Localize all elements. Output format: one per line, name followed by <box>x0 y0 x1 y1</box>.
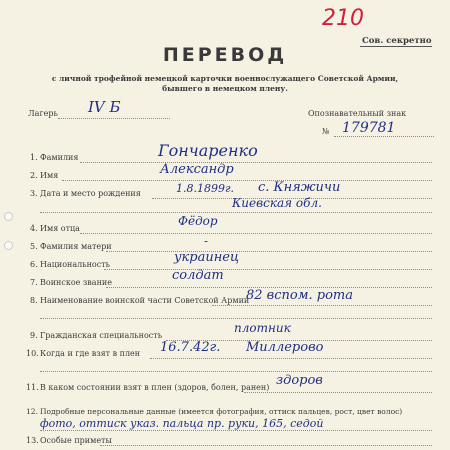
field-5-line <box>106 251 432 252</box>
punch-hole-top <box>4 212 13 221</box>
field-4-label: Имя отца <box>40 224 80 233</box>
field-5-value: - <box>204 234 209 248</box>
field-3-place: с. Княжичи <box>258 180 341 195</box>
stamp-number: 210 <box>322 6 364 31</box>
id-mark-line <box>334 136 434 137</box>
field-1-num: 1. <box>30 153 38 162</box>
punch-hole-bottom <box>4 241 13 250</box>
field-11-line <box>244 392 432 393</box>
field-10-num: 10. <box>26 349 39 358</box>
field-13-line <box>100 445 432 446</box>
field-10-date: 16.7.42г. <box>160 340 221 355</box>
field-11-value: здоров <box>276 373 323 388</box>
id-mark-prefix: № <box>322 127 330 136</box>
field-3-date: 1.8.1899г. <box>176 182 235 195</box>
field-10-place: Миллерово <box>246 340 324 355</box>
field-12-num: 12. <box>26 407 38 416</box>
field-2-value: Александр <box>160 162 234 177</box>
field-6-label: Национальность <box>40 260 110 269</box>
field-2-line <box>62 180 432 181</box>
field-8-label: Наименование воинской части Советской Армии <box>40 296 250 305</box>
camp-value: IV Б <box>88 98 121 116</box>
field-3-num: 3. <box>30 189 38 198</box>
field-8-line-2 <box>40 318 432 319</box>
field-6-value: украинец <box>174 250 240 265</box>
field-12-line <box>40 430 432 431</box>
field-9-value: плотник <box>234 321 291 335</box>
field-5-num: 5. <box>30 242 38 251</box>
field-4-line <box>80 233 432 234</box>
field-6-line <box>104 269 432 270</box>
field-10-line <box>150 358 432 359</box>
field-3-region: Киевская обл. <box>232 196 322 210</box>
field-2-label: Имя <box>40 171 59 180</box>
field-1-value: Гончаренко <box>158 141 258 160</box>
camp-label: Лагерь <box>28 109 58 118</box>
field-12-label: Подробные персональные данные (имеется фотография, оттиск пальцев, рост, цвет волос) <box>40 407 403 416</box>
field-4-num: 4. <box>30 224 38 233</box>
field-9-label: Гражданская специальность <box>40 331 163 340</box>
field-12-value: фото, оттиск указ. пальца пр. руки, 165, седой <box>40 417 324 430</box>
field-11-num: 11. <box>26 383 39 392</box>
field-8-num: 8. <box>30 296 38 305</box>
field-7-value: солдат <box>172 268 224 283</box>
field-2-num: 2. <box>30 171 38 180</box>
field-5-label: Фамилия матери <box>40 242 112 251</box>
field-8-line <box>212 305 432 306</box>
field-8-value: 82 вспом. рота <box>246 288 353 303</box>
camp-line <box>58 118 170 119</box>
field-13-label: Особые приметы <box>40 436 112 445</box>
document-title: ПЕРЕВОД <box>162 44 288 66</box>
id-mark-label: Опознавательный знак <box>308 109 407 118</box>
field-11-label: В каком состоянии взят в плен (здоров, болен, ранен) <box>40 383 270 392</box>
field-9-num: 9. <box>30 331 38 340</box>
field-7-label: Воинское звание <box>40 278 112 287</box>
field-13-num: 13. <box>26 436 39 445</box>
field-1-line <box>80 162 432 163</box>
field-1-label: Фамилия <box>40 153 79 162</box>
field-7-num: 7. <box>30 278 38 287</box>
field-6-num: 6. <box>30 260 38 269</box>
field-10-line-2 <box>40 371 432 372</box>
field-4-value: Фёдор <box>178 214 218 228</box>
id-mark-value: 179781 <box>342 120 396 136</box>
field-10-label: Когда и где взят в плен <box>40 349 141 358</box>
document-subtitle-1: с личной трофейной немецкой карточки военнослужащего Советской Армии, <box>51 74 399 83</box>
document-subtitle-2: бывшего в немецком плену. <box>162 84 288 93</box>
classification-label: Сов. секретно <box>362 36 432 46</box>
field-3-label: Дата и место рождения <box>40 189 141 198</box>
field-3-line-2 <box>40 212 432 213</box>
